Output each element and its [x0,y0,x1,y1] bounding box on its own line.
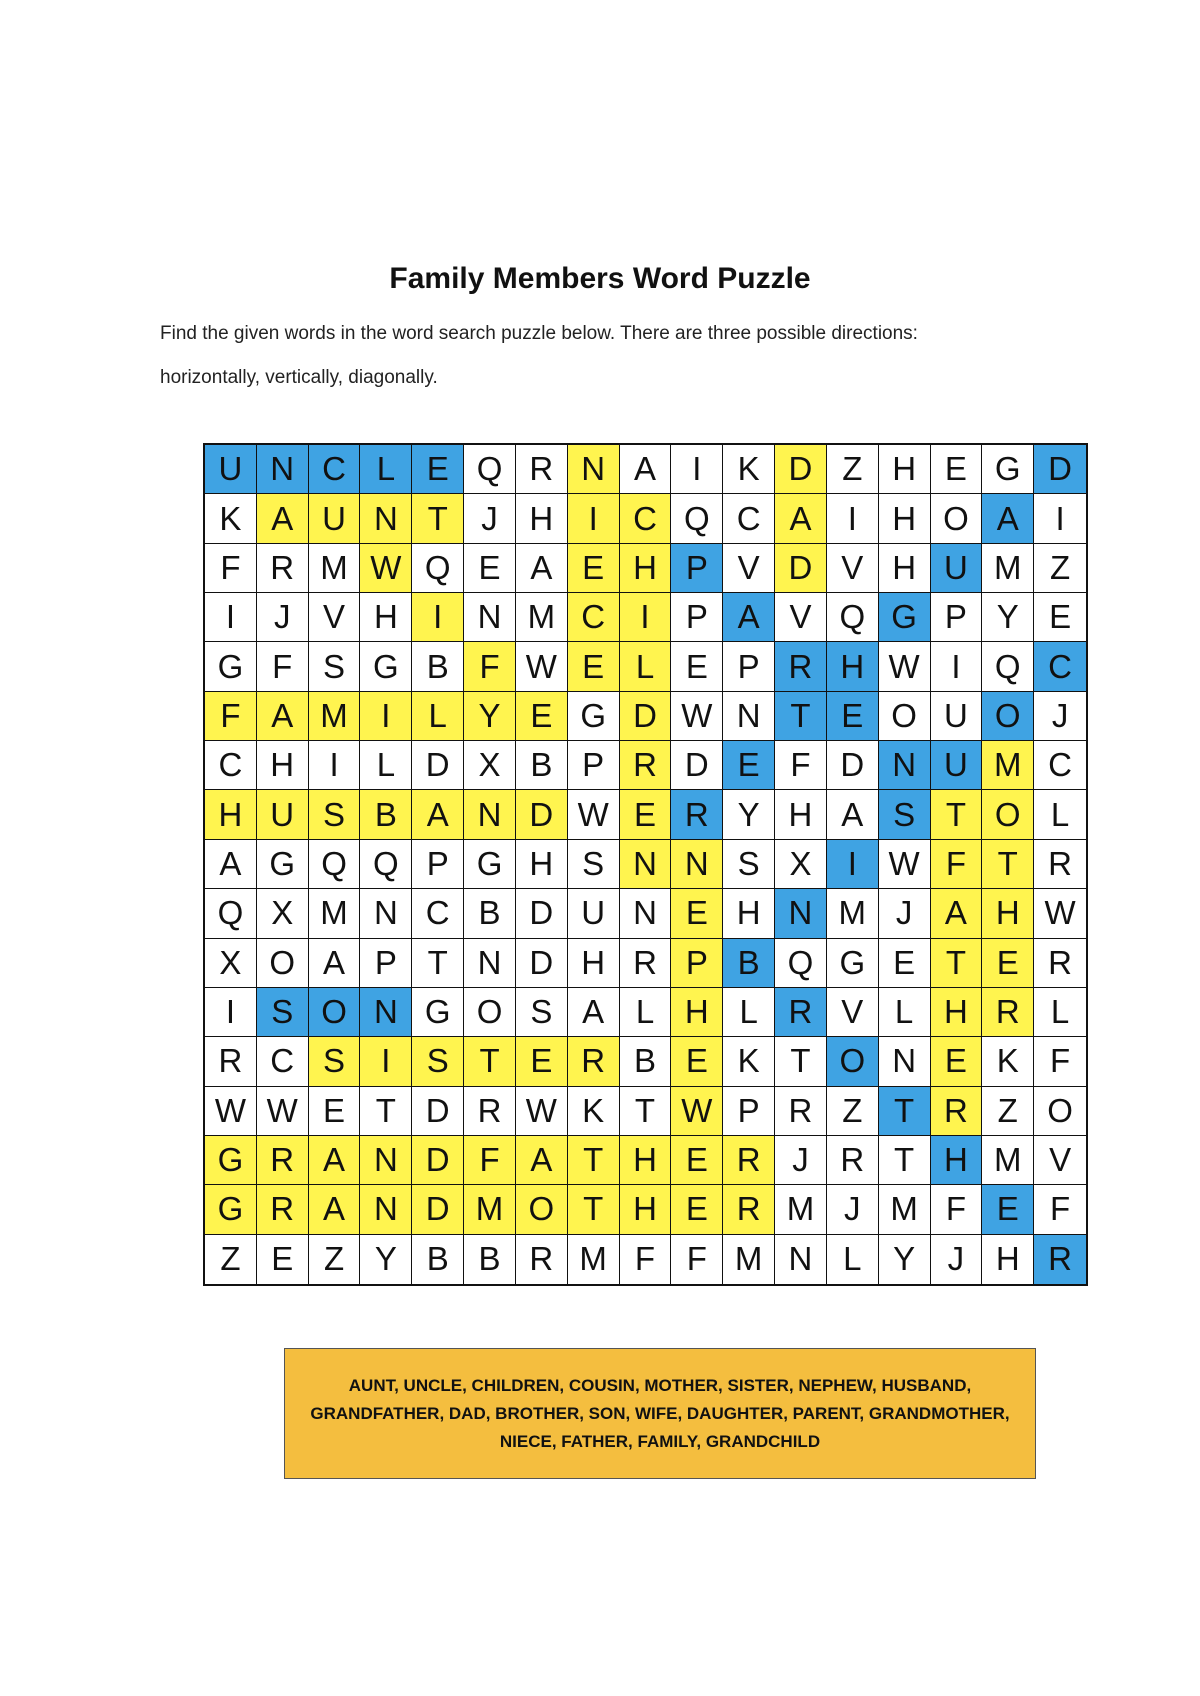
grid-cell-r11-c7: D [516,939,568,988]
grid-cell-r8-c14: S [879,790,931,839]
grid-cell-r4-c2: J [257,593,309,642]
grid-cell-r1-c15: E [931,445,983,494]
grid-cell-r7-c9: R [620,741,672,790]
grid-cell-r1-c3: C [309,445,361,494]
grid-cell-r13-c4: I [360,1037,412,1086]
grid-cell-r7-c14: N [879,741,931,790]
grid-cell-r8-c13: A [827,790,879,839]
grid-cell-r15-c2: R [257,1136,309,1185]
grid-cell-r5-c2: F [257,642,309,691]
grid-cell-r1-c4: L [360,445,412,494]
grid-cell-r14-c3: E [309,1087,361,1136]
grid-cell-r7-c13: D [827,741,879,790]
grid-cell-r10-c11: H [723,889,775,938]
grid-cell-r13-c16: K [982,1037,1034,1086]
grid-cell-r10-c10: E [671,889,723,938]
grid-cell-r8-c16: O [982,790,1034,839]
grid-cell-r6-c12: T [775,692,827,741]
grid-cell-r2-c12: A [775,494,827,543]
grid-cell-r2-c8: I [568,494,620,543]
grid-cell-r14-c5: D [412,1087,464,1136]
grid-cell-r6-c9: D [620,692,672,741]
grid-cell-r16-c8: T [568,1185,620,1234]
grid-cell-r15-c14: T [879,1136,931,1185]
grid-cell-r15-c9: H [620,1136,672,1185]
grid-cell-r3-c13: V [827,544,879,593]
grid-cell-r13-c17: F [1034,1037,1086,1086]
grid-cell-r6-c15: U [931,692,983,741]
grid-cell-r5-c14: W [879,642,931,691]
grid-cell-r15-c11: R [723,1136,775,1185]
grid-cell-r8-c7: D [516,790,568,839]
grid-cell-r5-c17: C [1034,642,1086,691]
grid-cell-r14-c15: R [931,1087,983,1136]
grid-cell-r7-c17: C [1034,741,1086,790]
grid-cell-r10-c8: U [568,889,620,938]
grid-cell-r6-c4: I [360,692,412,741]
grid-cell-r8-c8: W [568,790,620,839]
grid-cell-r10-c9: N [620,889,672,938]
grid-cell-r3-c11: V [723,544,775,593]
grid-cell-r8-c9: E [620,790,672,839]
grid-cell-r2-c10: Q [671,494,723,543]
grid-cell-r14-c16: Z [982,1087,1034,1136]
grid-cell-r4-c6: N [464,593,516,642]
grid-cell-r15-c12: J [775,1136,827,1185]
grid-cell-r8-c5: A [412,790,464,839]
grid-cell-r13-c6: T [464,1037,516,1086]
grid-cell-r10-c13: M [827,889,879,938]
grid-cell-r4-c3: V [309,593,361,642]
grid-cell-r13-c3: S [309,1037,361,1086]
grid-cell-r5-c7: W [516,642,568,691]
word-list: AUNT, UNCLE, CHILDREN, COUSIN, MOTHER, SISTER, NEPHEW, HUSBAND, GRANDFATHER, DAD, BROTHER, SON, WIFE, DAUGHTER, PARENT, GRANDMOTHER, NIECE, FATHER, FAMILY, GRANDCHILD [310,1375,1010,1451]
grid-cell-r16-c4: N [360,1185,412,1234]
grid-cell-r12-c8: A [568,988,620,1037]
grid-cell-r11-c15: T [931,939,983,988]
grid-cell-r13-c5: S [412,1037,464,1086]
grid-cell-r11-c10: P [671,939,723,988]
grid-cell-r3-c15: U [931,544,983,593]
grid-cell-r17-c8: M [568,1235,620,1284]
grid-cell-r7-c15: U [931,741,983,790]
grid-cell-r14-c9: T [620,1087,672,1136]
grid-cell-r14-c6: R [464,1087,516,1136]
grid-cell-r12-c2: S [257,988,309,1037]
grid-cell-r2-c16: A [982,494,1034,543]
grid-cell-r9-c15: F [931,840,983,889]
grid-cell-r17-c4: Y [360,1235,412,1284]
grid-cell-r12-c6: O [464,988,516,1037]
grid-cell-r2-c17: I [1034,494,1086,543]
grid-cell-r4-c13: Q [827,593,879,642]
grid-cell-r4-c9: I [620,593,672,642]
grid-cell-r9-c11: S [723,840,775,889]
grid-cell-r17-c2: E [257,1235,309,1284]
grid-cell-r6-c5: L [412,692,464,741]
grid-cell-r4-c1: I [205,593,257,642]
grid-cell-r5-c8: E [568,642,620,691]
grid-cell-r9-c1: A [205,840,257,889]
grid-cell-r5-c12: R [775,642,827,691]
grid-cell-r5-c9: L [620,642,672,691]
grid-cell-r5-c16: Q [982,642,1034,691]
grid-cell-r16-c13: J [827,1185,879,1234]
grid-cell-r3-c4: W [360,544,412,593]
grid-cell-r12-c17: L [1034,988,1086,1037]
grid-cell-r7-c11: E [723,741,775,790]
grid-cell-r3-c2: R [257,544,309,593]
grid-cell-r11-c3: A [309,939,361,988]
grid-cell-r5-c3: S [309,642,361,691]
grid-cell-r4-c11: A [723,593,775,642]
grid-cell-r4-c14: G [879,593,931,642]
grid-cell-r13-c10: E [671,1037,723,1086]
grid-cell-r11-c17: R [1034,939,1086,988]
grid-cell-r14-c10: W [671,1087,723,1136]
grid-cell-r13-c14: N [879,1037,931,1086]
grid-cell-r3-c5: Q [412,544,464,593]
grid-cell-r12-c16: R [982,988,1034,1037]
grid-cell-r10-c5: C [412,889,464,938]
grid-cell-r1-c11: K [723,445,775,494]
grid-cell-r5-c5: B [412,642,464,691]
grid-cell-r17-c12: N [775,1235,827,1284]
grid-cell-r5-c6: F [464,642,516,691]
grid-cell-r17-c17: R [1034,1235,1086,1284]
grid-cell-r16-c5: D [412,1185,464,1234]
grid-cell-r7-c8: P [568,741,620,790]
grid-cell-r10-c16: H [982,889,1034,938]
grid-cell-r15-c8: T [568,1136,620,1185]
grid-cell-r8-c10: R [671,790,723,839]
grid-cell-r15-c15: H [931,1136,983,1185]
grid-cell-r11-c16: E [982,939,1034,988]
grid-cell-r5-c15: I [931,642,983,691]
grid-cell-r11-c4: P [360,939,412,988]
grid-cell-r1-c5: E [412,445,464,494]
grid-cell-r17-c9: F [620,1235,672,1284]
grid-cell-r1-c16: G [982,445,1034,494]
grid-cell-r13-c15: E [931,1037,983,1086]
grid-cell-r2-c5: T [412,494,464,543]
grid-cell-r3-c16: M [982,544,1034,593]
grid-cell-r15-c17: V [1034,1136,1086,1185]
grid-cell-r8-c17: L [1034,790,1086,839]
grid-cell-r9-c9: N [620,840,672,889]
grid-cell-r1-c14: H [879,445,931,494]
grid-cell-r3-c14: H [879,544,931,593]
grid-cell-r9-c14: W [879,840,931,889]
word-search-grid [203,443,1088,1286]
grid-cell-r14-c7: W [516,1087,568,1136]
grid-cell-r15-c6: F [464,1136,516,1185]
grid-cell-r17-c3: Z [309,1235,361,1284]
grid-cell-r7-c4: L [360,741,412,790]
grid-cell-r4-c16: Y [982,593,1034,642]
grid-cell-r13-c2: C [257,1037,309,1086]
grid-cell-r2-c7: H [516,494,568,543]
grid-cell-r13-c8: R [568,1037,620,1086]
page-title: Family Members Word Puzzle [389,262,811,295]
grid-cell-r2-c4: N [360,494,412,543]
grid-cell-r7-c16: M [982,741,1034,790]
grid-cell-r16-c7: O [516,1185,568,1234]
grid-cell-r9-c2: G [257,840,309,889]
grid-cell-r4-c12: V [775,593,827,642]
grid-cell-r2-c15: O [931,494,983,543]
grid-cell-r7-c1: C [205,741,257,790]
word-list-box [284,1348,1036,1479]
grid-cell-r10-c6: B [464,889,516,938]
grid-cell-r15-c13: R [827,1136,879,1185]
grid-cell-r8-c2: U [257,790,309,839]
grid-cell-r8-c1: H [205,790,257,839]
grid-cell-r5-c4: G [360,642,412,691]
grid-cell-r10-c12: N [775,889,827,938]
grid-cell-r9-c17: R [1034,840,1086,889]
grid-cell-r9-c13: I [827,840,879,889]
grid-cell-r1-c13: Z [827,445,879,494]
grid-cell-r6-c16: O [982,692,1034,741]
grid-cell-r12-c1: I [205,988,257,1037]
grid-cell-r17-c10: F [671,1235,723,1284]
grid-cell-r6-c11: N [723,692,775,741]
grid-cell-r16-c3: A [309,1185,361,1234]
grid-cell-r11-c2: O [257,939,309,988]
grid-cell-r14-c8: K [568,1087,620,1136]
grid-cell-r4-c17: E [1034,593,1086,642]
grid-cell-r8-c11: Y [723,790,775,839]
grid-cell-r12-c3: O [309,988,361,1037]
grid-cell-r12-c15: H [931,988,983,1037]
grid-cell-r8-c3: S [309,790,361,839]
grid-cell-r11-c12: Q [775,939,827,988]
grid-cell-r6-c1: F [205,692,257,741]
grid-cell-r1-c7: R [516,445,568,494]
grid-cell-r8-c15: T [931,790,983,839]
grid-cell-r4-c5: I [412,593,464,642]
grid-cell-r7-c12: F [775,741,827,790]
grid-cell-r4-c8: C [568,593,620,642]
grid-cell-r6-c17: J [1034,692,1086,741]
grid-cell-r3-c12: D [775,544,827,593]
grid-cell-r4-c7: M [516,593,568,642]
grid-cell-r9-c5: P [412,840,464,889]
grid-cell-r11-c9: R [620,939,672,988]
grid-cell-r13-c12: T [775,1037,827,1086]
grid-cell-r2-c11: C [723,494,775,543]
grid-cell-r3-c10: P [671,544,723,593]
grid-cell-r15-c3: A [309,1136,361,1185]
grid-cell-r15-c4: N [360,1136,412,1185]
grid-cell-r17-c6: B [464,1235,516,1284]
grid-cell-r2-c1: K [205,494,257,543]
grid-cell-r2-c6: J [464,494,516,543]
grid-cell-r9-c3: Q [309,840,361,889]
grid-cell-r7-c5: D [412,741,464,790]
grid-cell-r13-c11: K [723,1037,775,1086]
grid-cell-r7-c2: H [257,741,309,790]
grid-cell-r1-c1: U [205,445,257,494]
grid-cell-r5-c11: P [723,642,775,691]
grid-cell-r6-c3: M [309,692,361,741]
grid-cell-r3-c17: Z [1034,544,1086,593]
grid-cell-r16-c17: F [1034,1185,1086,1234]
grid-cell-r5-c1: G [205,642,257,691]
grid-cell-r9-c6: G [464,840,516,889]
grid-cell-r17-c7: R [516,1235,568,1284]
grid-cell-r6-c14: O [879,692,931,741]
grid-cell-r14-c13: Z [827,1087,879,1136]
grid-cell-r9-c4: Q [360,840,412,889]
instructions-line-1: Find the given words in the word search puzzle below. There are three possible directions: [160,323,918,344]
grid-cell-r12-c4: N [360,988,412,1037]
grid-cell-r2-c3: U [309,494,361,543]
grid-cell-r2-c9: C [620,494,672,543]
grid-cell-r8-c4: B [360,790,412,839]
grid-cell-r3-c8: E [568,544,620,593]
grid-cell-r15-c1: G [205,1136,257,1185]
grid-cell-r16-c14: M [879,1185,931,1234]
grid-cell-r13-c7: E [516,1037,568,1086]
grid-cell-r10-c1: Q [205,889,257,938]
grid-cell-r1-c8: N [568,445,620,494]
grid-cell-r14-c1: W [205,1087,257,1136]
grid-cell-r1-c17: D [1034,445,1086,494]
grid-cell-r16-c6: M [464,1185,516,1234]
grid-cell-r9-c16: T [982,840,1034,889]
grid-cell-r6-c2: A [257,692,309,741]
grid-cell-r14-c17: O [1034,1087,1086,1136]
grid-cell-r3-c3: M [309,544,361,593]
grid-cell-r12-c12: R [775,988,827,1037]
grid-cell-r2-c13: I [827,494,879,543]
grid-cell-r12-c14: L [879,988,931,1037]
grid-cell-r9-c12: X [775,840,827,889]
grid-cell-r17-c15: J [931,1235,983,1284]
grid-cell-r1-c12: D [775,445,827,494]
grid-cell-r11-c5: T [412,939,464,988]
grid-cell-r1-c6: Q [464,445,516,494]
grid-cell-r10-c2: X [257,889,309,938]
grid-cell-r6-c10: W [671,692,723,741]
grid-cell-r12-c7: S [516,988,568,1037]
grid-cell-r10-c15: A [931,889,983,938]
grid-cell-r10-c17: W [1034,889,1086,938]
grid-cell-r13-c1: R [205,1037,257,1086]
grid-cell-r17-c5: B [412,1235,464,1284]
grid-cell-r16-c16: E [982,1185,1034,1234]
grid-cell-r15-c10: E [671,1136,723,1185]
grid-cell-r1-c9: A [620,445,672,494]
grid-cell-r12-c5: G [412,988,464,1037]
grid-cell-r17-c14: Y [879,1235,931,1284]
grid-cell-r4-c10: P [671,593,723,642]
grid-cell-r16-c2: R [257,1185,309,1234]
grid-cell-r2-c2: A [257,494,309,543]
grid-cell-r3-c9: H [620,544,672,593]
grid-cell-r16-c12: M [775,1185,827,1234]
grid-cell-r11-c1: X [205,939,257,988]
grid-cell-r11-c13: G [827,939,879,988]
grid-cell-r10-c14: J [879,889,931,938]
grid-cell-r10-c7: D [516,889,568,938]
grid-cell-r14-c2: W [257,1087,309,1136]
grid-cell-r14-c4: T [360,1087,412,1136]
grid-cell-r16-c1: G [205,1185,257,1234]
grid-cell-r10-c4: N [360,889,412,938]
grid-cell-r12-c13: V [827,988,879,1037]
grid-cell-r7-c3: I [309,741,361,790]
grid-cell-r7-c7: B [516,741,568,790]
grid-cell-r12-c10: H [671,988,723,1037]
grid-cell-r16-c11: R [723,1185,775,1234]
grid-cell-r4-c4: H [360,593,412,642]
grid-cell-r3-c6: E [464,544,516,593]
grid-cell-r8-c12: H [775,790,827,839]
grid-cell-r17-c16: H [982,1235,1034,1284]
grid-cell-r12-c9: L [620,988,672,1037]
grid-cell-r2-c14: H [879,494,931,543]
grid-cell-r11-c8: H [568,939,620,988]
grid-cell-r12-c11: L [723,988,775,1037]
grid-cell-r8-c6: N [464,790,516,839]
instructions-line-2: horizontally, vertically, diagonally. [160,367,438,388]
grid-cell-r6-c7: E [516,692,568,741]
grid-cell-r6-c13: E [827,692,879,741]
grid-cell-r16-c9: H [620,1185,672,1234]
grid-cell-r11-c6: N [464,939,516,988]
grid-cell-r14-c12: R [775,1087,827,1136]
grid-cell-r7-c6: X [464,741,516,790]
grid-cell-r1-c2: N [257,445,309,494]
grid-cell-r10-c3: M [309,889,361,938]
grid-cell-r7-c10: D [671,741,723,790]
grid-cell-r15-c16: M [982,1136,1034,1185]
grid-cell-r15-c7: A [516,1136,568,1185]
grid-cell-r5-c13: H [827,642,879,691]
grid-cell-r13-c13: O [827,1037,879,1086]
grid-cell-r15-c5: D [412,1136,464,1185]
grid-cell-r14-c11: P [723,1087,775,1136]
grid-cell-r11-c11: B [723,939,775,988]
grid-cell-r4-c15: P [931,593,983,642]
grid-cell-r17-c11: M [723,1235,775,1284]
grid-cell-r1-c10: I [671,445,723,494]
grid-cell-r3-c1: F [205,544,257,593]
grid-cell-r6-c8: G [568,692,620,741]
grid-cell-r6-c6: Y [464,692,516,741]
grid-cell-r3-c7: A [516,544,568,593]
grid-cell-r13-c9: B [620,1037,672,1086]
grid-cell-r9-c8: S [568,840,620,889]
grid-cell-r17-c13: L [827,1235,879,1284]
grid-cell-r14-c14: T [879,1087,931,1136]
grid-cell-r9-c7: H [516,840,568,889]
grid-cell-r9-c10: N [671,840,723,889]
grid-cell-r11-c14: E [879,939,931,988]
grid-cell-r16-c10: E [671,1185,723,1234]
grid-cell-r16-c15: F [931,1185,983,1234]
grid-cell-r5-c10: E [671,642,723,691]
grid-cell-r17-c1: Z [205,1235,257,1284]
